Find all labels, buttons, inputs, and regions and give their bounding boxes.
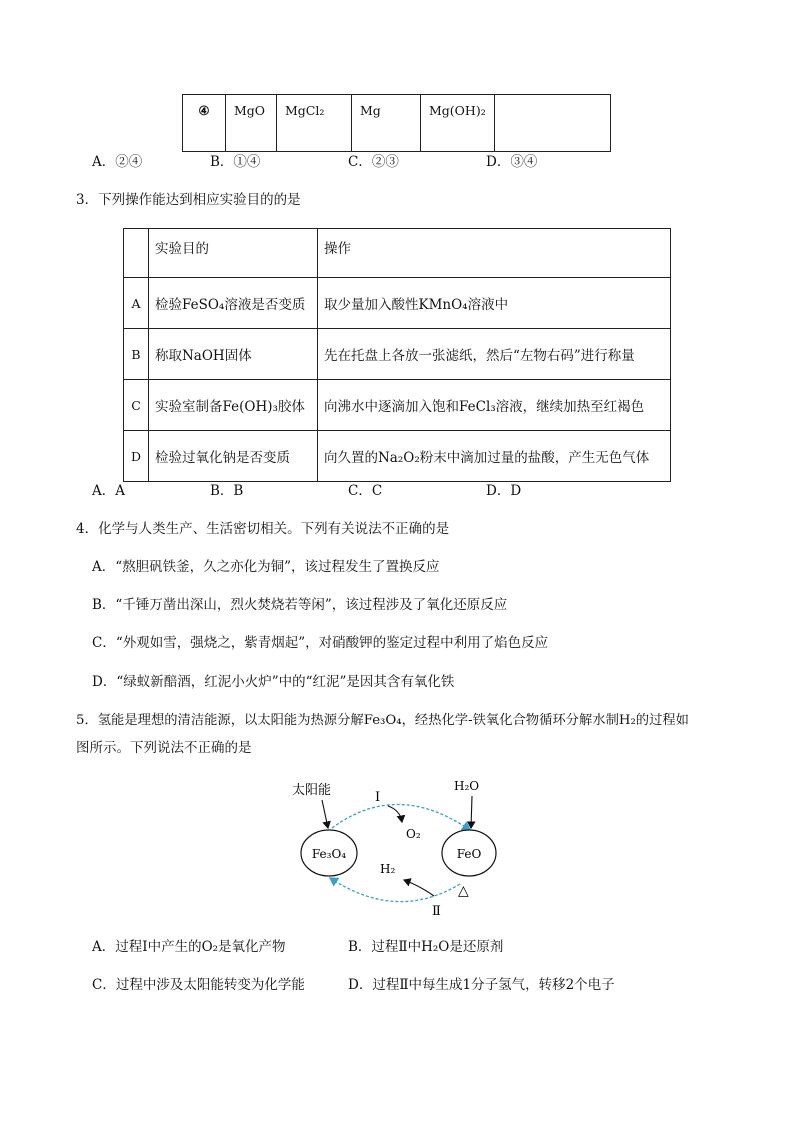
q4-option-d[interactable]: D．“绿蚁新醅酒，红泥小火炉”中的“红泥”是因其含有氧化铁 (92, 674, 455, 690)
q4-option-c[interactable]: C．“外观如雪，强烧之，紫青烟起”，对硝酸钾的鉴定过程中利用了焰色反应 (92, 635, 549, 651)
q3-title: 3．下列操作能达到相应实验目的的是 (76, 192, 301, 208)
q4-option-a[interactable]: A．“熬胆矾铁釜，久之亦化为铜”，该过程发生了置换反应 (92, 559, 440, 575)
step2-label: Ⅱ (432, 904, 441, 919)
q3-row-operation: 先在托盘上各放一张滤纸，然后“左物右码”进行称量 (318, 329, 671, 380)
q2-option-b[interactable]: B．①④ (210, 154, 261, 170)
q3-row-id: A (124, 278, 149, 329)
q2-option-d[interactable]: D．③④ (486, 154, 538, 170)
h2-arrow (404, 880, 434, 896)
q3-row-operation: 取少量加入酸性KMnO₄溶液中 (318, 278, 671, 329)
q3-row-operation: 向久置的Na₂O₂粉末中滴加过量的盐酸，产生无色气体 (318, 431, 671, 482)
q3-option-c[interactable]: C．C (348, 483, 383, 499)
q2-cell: MgCl₂ (277, 95, 352, 152)
q4-title: 4．化学与人类生产、生活密切相关。下列有关说法不正确的是 (76, 521, 450, 537)
q3-row-purpose: 称取NaOH固体 (149, 329, 318, 380)
q3-row-purpose: 检验过氧化钠是否变质 (149, 431, 318, 482)
q2-cell-index: ④ (183, 95, 226, 152)
q3-option-a[interactable]: A．A (92, 483, 125, 499)
q5-option-d[interactable]: D．过程Ⅱ中每生成1分子氢气，转移2个电子 (348, 977, 615, 993)
table-row (124, 380, 671, 431)
feo-label: FeO (456, 847, 482, 861)
h2-label: H₂ (380, 862, 396, 876)
table-row (183, 95, 611, 152)
table-row (124, 431, 671, 482)
q2-option-c[interactable]: C．②③ (348, 154, 399, 170)
h2o-label: H₂O (454, 779, 480, 793)
o2-label: O₂ (406, 827, 421, 841)
q5-title-line1: 5．氢能是理想的清洁能源，以太阳能为热源分解Fe₃O₄，经热化学-铁氧化合物循环分解水制H₂的过程如 (76, 713, 689, 728)
q5-cycle-diagram (282, 772, 512, 922)
table-row (124, 278, 671, 329)
solar-arrow (322, 800, 328, 828)
q2-cell: Mg (352, 95, 421, 152)
q5-option-c[interactable]: C．过程中涉及太阳能转变为化学能 (92, 977, 305, 993)
q3-row-purpose: 检验FeSO₄溶液是否变质 (149, 278, 318, 329)
q3-row-operation: 向沸水中逐滴加入饱和FeCl₃溶液，继续加热至红褐色 (318, 380, 671, 431)
q2-cell: MgO (226, 95, 277, 152)
fe3o4-label: Fe₃O₄ (311, 847, 347, 861)
q3-header-cell: 实验目的 (149, 229, 318, 278)
q3-row-id: C (124, 380, 149, 431)
q2-cell (494, 95, 610, 152)
h2o-arrow (471, 796, 472, 828)
table-row (124, 229, 671, 278)
q2-option-a[interactable]: A．②④ (92, 154, 143, 170)
solar-label: 太阳能 (292, 783, 332, 798)
q5-option-b[interactable]: B．过程Ⅱ中H₂O是还原剂 (348, 939, 504, 955)
q3-option-d[interactable]: D．D (486, 483, 522, 499)
q3-option-b[interactable]: B．B (210, 483, 244, 499)
q2-table (182, 94, 611, 152)
q3-table (123, 228, 671, 482)
q3-header-cell: 操作 (318, 229, 671, 278)
q3-row-id: B (124, 329, 149, 380)
step1-label: I (375, 790, 381, 805)
cycle-arc-step2 (330, 878, 460, 902)
o2-arrow (388, 806, 402, 822)
q5-title-line2: 图所示。下列说法不正确的是 (76, 740, 252, 756)
heat-symbol: △ (458, 883, 469, 899)
q3-row-id: D (124, 431, 149, 482)
q3-header-cell (124, 229, 149, 278)
q3-row-purpose: 实验室制备Fe(OH)₃胶体 (149, 380, 318, 431)
table-row (124, 329, 671, 380)
q2-cell: Mg(OH)₂ (421, 95, 495, 152)
q5-option-a[interactable]: A．过程I中产生的O₂是氧化产物 (92, 939, 286, 955)
q4-option-b[interactable]: B．“千锤万凿出深山，烈火焚烧若等闲”，该过程涉及了氧化还原反应 (92, 597, 508, 613)
